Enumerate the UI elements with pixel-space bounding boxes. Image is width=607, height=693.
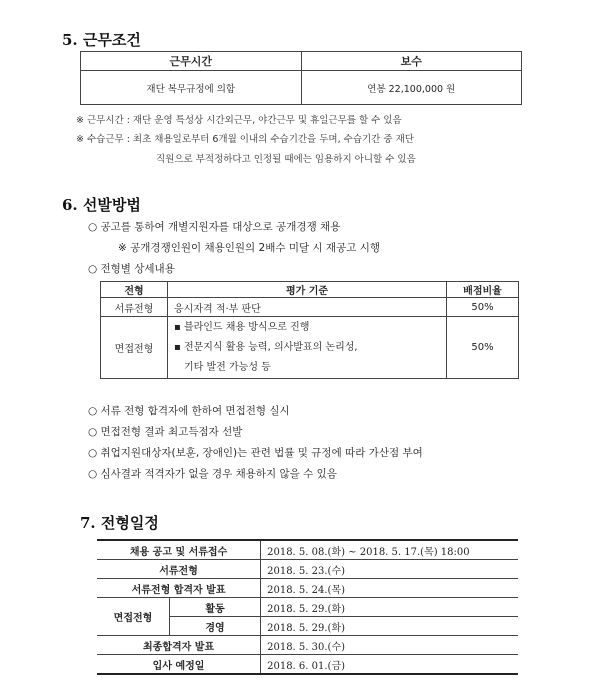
work-hours-cell: 재단 복무규정에 의함 bbox=[81, 71, 302, 105]
after-item-3: ○ 취업지원대상자(보훈, 장애인)는 관련 법률 및 규정에 따라 가산점 부여 bbox=[88, 447, 423, 459]
criteria-blind: ▪ 블라인드 채용 방식으로 진행 bbox=[174, 321, 310, 333]
schedule-label-start: 입사 예정일 bbox=[97, 655, 261, 675]
schedule-value-document: 2018. 5. 23.(수) bbox=[261, 560, 518, 579]
criteria-interview bbox=[168, 317, 447, 379]
note-probation: ※ 수습근무 : 최초 채용일로부터 6개월 이내의 수습기간을 두며, 수습기간 중 재단 bbox=[76, 134, 414, 145]
note-probation-cont: 직원으로 부적정하다고 인정될 때에는 임용하지 아니할 수 있음 bbox=[156, 154, 416, 165]
col-criteria: 평가 기준 bbox=[168, 282, 447, 298]
criteria-knowledge: ▪ 전문지식 활용 능력, 의사발표의 논리성, bbox=[174, 341, 358, 353]
criteria-potential: 기타 발전 가능성 등 bbox=[184, 361, 271, 373]
section-7-heading: 7. 전형일정 bbox=[80, 514, 159, 532]
schedule-value-final: 2018. 5. 30.(수) bbox=[261, 636, 518, 655]
note-work-hours: ※ 근무시간 : 재단 운영 특성상 시간외근무, 야간근무 및 휴일근무를 할 수 있음 bbox=[76, 115, 402, 126]
section-5-heading: 5. 근무조건 bbox=[62, 31, 141, 49]
after-item-1: ○ 서류 전형 합격자에 한하여 면접전형 실시 bbox=[88, 405, 290, 417]
schedule-label-announce: 채용 공고 및 서류접수 bbox=[97, 540, 261, 560]
ratio-interview: 50% bbox=[447, 317, 519, 379]
schedule-value-doc-result: 2018. 5. 24.(목) bbox=[261, 579, 518, 598]
col-ratio: 배점비율 bbox=[447, 282, 519, 298]
selection-criteria-table bbox=[100, 281, 519, 379]
work-hours-header: 근무시간 bbox=[81, 52, 302, 71]
work-conditions-table bbox=[80, 51, 522, 105]
schedule-label-document: 서류전형 bbox=[97, 560, 261, 579]
schedule-label-doc-result: 서류전형 합격자 발표 bbox=[97, 579, 261, 598]
stage-document: 서류전형 bbox=[101, 298, 168, 317]
note-reannounce: ※ 공개경쟁인원이 채용인원의 2배수 미달 시 재공고 시행 bbox=[118, 242, 380, 254]
item-open-recruit: ○ 공고를 통하여 개별지원자를 대상으로 공개경쟁 채용 bbox=[88, 221, 341, 233]
schedule-table bbox=[97, 539, 518, 675]
schedule-value-management: 2018. 5. 29.(화) bbox=[261, 617, 518, 636]
schedule-value-announce: 2018. 5. 08.(화) ~ 2018. 5. 17.(목) 18:00 bbox=[261, 540, 518, 560]
schedule-label-interview: 면접전형 bbox=[97, 598, 170, 636]
pay-cell: 연봉 22,100,000 원 bbox=[301, 71, 522, 105]
schedule-sub-management: 경영 bbox=[170, 617, 261, 636]
stage-interview: 면접전형 bbox=[101, 317, 168, 379]
schedule-value-start: 2018. 6. 01.(금) bbox=[261, 655, 518, 675]
schedule-sub-activity: 활동 bbox=[170, 598, 261, 617]
schedule-label-final: 최종합격자 발표 bbox=[97, 636, 261, 655]
pay-header: 보수 bbox=[301, 52, 522, 71]
after-item-4: ○ 심사결과 적격자가 없을 경우 채용하지 않을 수 있음 bbox=[88, 468, 337, 480]
criteria-document: 응시자격 적·부 판단 bbox=[168, 298, 447, 317]
ratio-document: 50% bbox=[447, 298, 519, 317]
col-stage: 전형 bbox=[101, 282, 168, 298]
item-detail: ○ 전형별 상세내용 bbox=[88, 263, 175, 275]
section-6-heading: 6. 선발방법 bbox=[62, 196, 141, 214]
schedule-value-activity: 2018. 5. 29.(화) bbox=[261, 598, 518, 617]
after-item-2: ○ 면접전형 결과 최고득점자 선발 bbox=[88, 426, 243, 438]
